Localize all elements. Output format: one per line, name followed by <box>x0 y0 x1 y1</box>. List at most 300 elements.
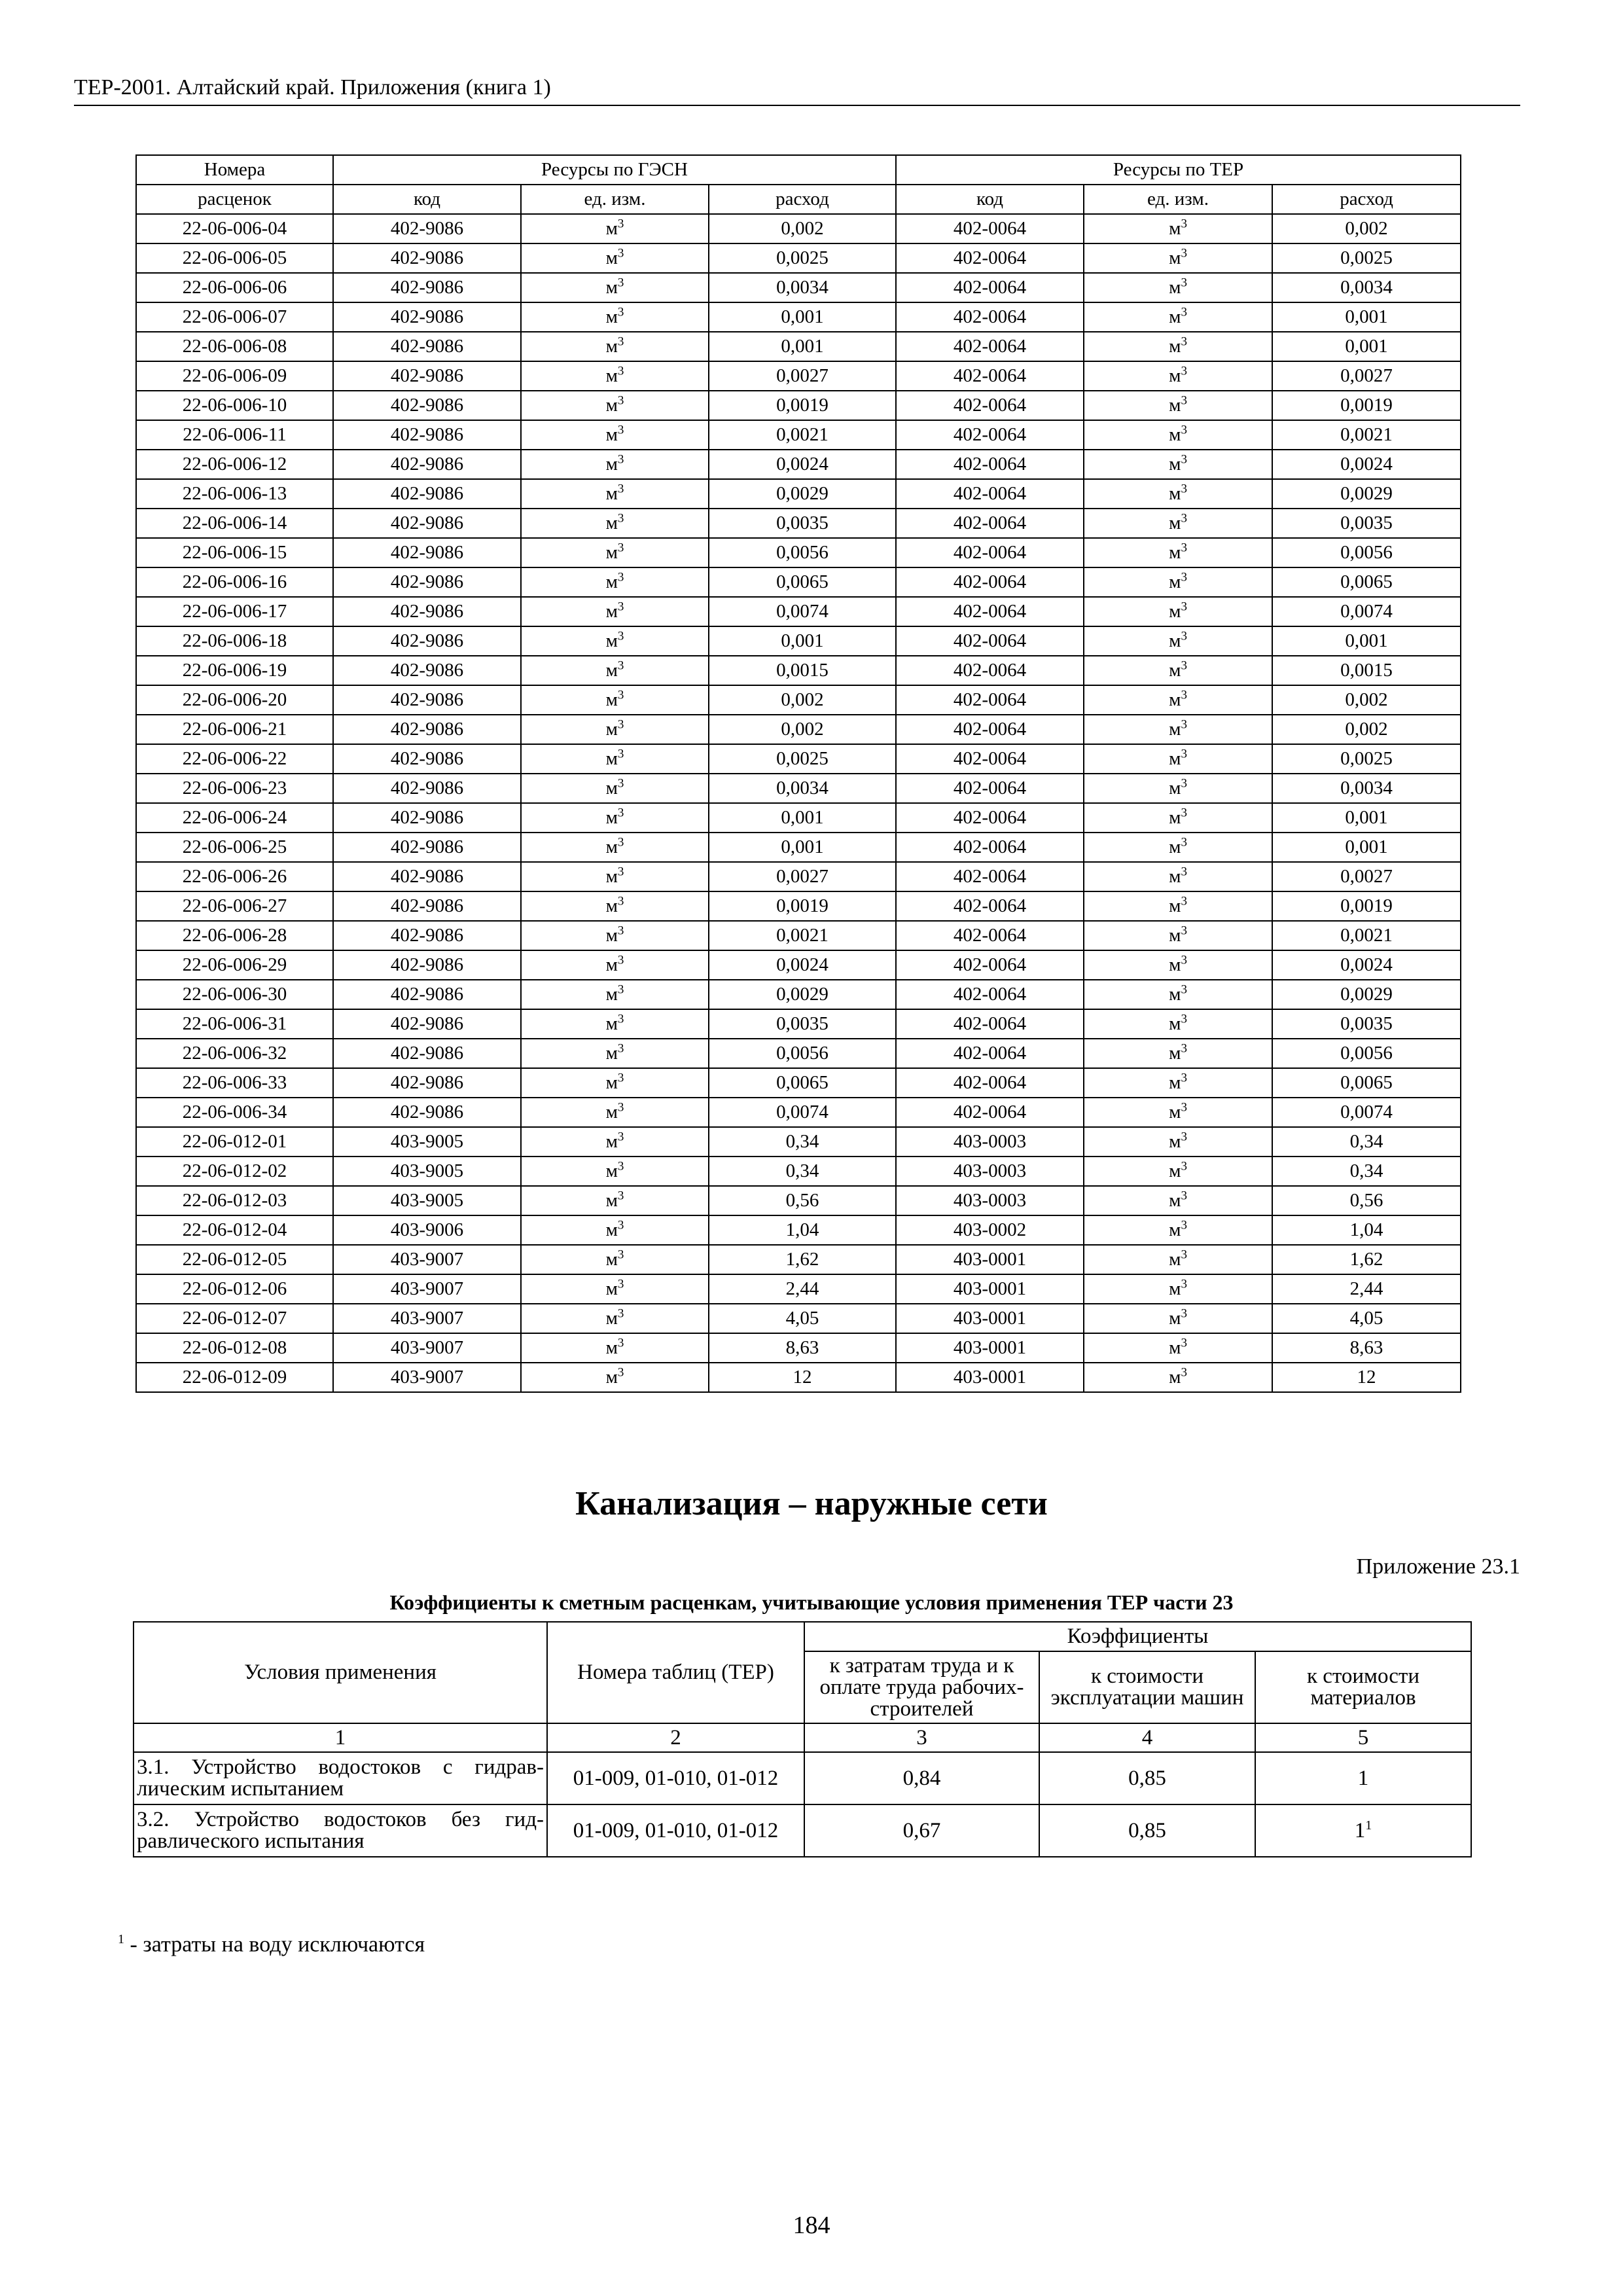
rate-number-cell: 22-06-006-26 <box>136 862 333 891</box>
page-header: ТЕР-2001. Алтайский край. Приложения (книга 1) <box>74 73 1520 106</box>
ter-consumption-cell: 0,001 <box>1272 803 1461 833</box>
gesn-code-cell: 402-9086 <box>333 833 521 862</box>
resources-table-body <box>136 214 1461 1392</box>
ter-unit-cell <box>1084 715 1272 744</box>
unit-base: м <box>1169 778 1181 798</box>
gesn-code-cell: 402-9086 <box>333 980 521 1009</box>
ter-code-cell: 402-0064 <box>896 567 1084 597</box>
gesn-unit-cell <box>521 361 709 391</box>
rate-number-cell: 22-06-006-30 <box>136 980 333 1009</box>
gesn-unit-cell <box>521 567 709 597</box>
unit-base: м <box>605 1337 618 1358</box>
gesn-code-cell: 403-9005 <box>333 1127 521 1157</box>
ter-consumption-cell: 0,0027 <box>1272 361 1461 391</box>
gesn-code-cell: 402-9086 <box>333 1068 521 1098</box>
unit-base: м <box>1169 1190 1181 1211</box>
ter-consumption-cell: 0,002 <box>1272 685 1461 715</box>
ter-consumption-cell: 8,63 <box>1272 1333 1461 1363</box>
rate-number-cell: 22-06-012-07 <box>136 1304 333 1333</box>
gesn-consumption-cell: 0,0074 <box>709 1098 896 1127</box>
ter-consumption-cell: 0,001 <box>1272 833 1461 862</box>
ter-code-cell: 402-0064 <box>896 891 1084 921</box>
unit-exponent: 3 <box>1181 806 1187 820</box>
table-row <box>136 950 1461 980</box>
gesn-unit-cell <box>521 214 709 243</box>
unit-exponent: 3 <box>1181 776 1187 791</box>
ter-consumption-cell: 0,0021 <box>1272 921 1461 950</box>
rate-number-cell: 22-06-006-07 <box>136 302 333 332</box>
unit-exponent: 3 <box>1181 511 1187 526</box>
rate-number-cell: 22-06-006-08 <box>136 332 333 361</box>
table-row <box>136 479 1461 509</box>
gesn-consumption-cell: 0,0025 <box>709 243 896 273</box>
unit-base: м <box>1169 1102 1181 1122</box>
header-rates: расценок <box>136 185 333 214</box>
unit-base: м <box>605 306 618 327</box>
ter-consumption-cell: 1,04 <box>1272 1215 1461 1245</box>
header-table-numbers: Номера таблиц (ТЕР) <box>547 1622 804 1723</box>
gesn-code-cell: 403-9006 <box>333 1215 521 1245</box>
ter-unit-cell <box>1084 774 1272 803</box>
unit-exponent: 3 <box>617 688 624 702</box>
unit-base: м <box>1169 925 1181 946</box>
gesn-code-cell: 402-9086 <box>333 361 521 391</box>
ter-code-cell: 402-0064 <box>896 803 1084 833</box>
table-row <box>136 273 1461 302</box>
gesn-consumption-cell: 0,0065 <box>709 1068 896 1098</box>
unit-exponent: 3 <box>617 246 624 260</box>
gesn-consumption-cell: 4,05 <box>709 1304 896 1333</box>
rate-number-cell: 22-06-006-19 <box>136 656 333 685</box>
unit-exponent: 3 <box>1181 541 1187 555</box>
gesn-unit-cell <box>521 803 709 833</box>
unit-exponent: 3 <box>617 452 624 467</box>
ter-unit-cell <box>1084 1068 1272 1098</box>
unit-exponent: 3 <box>1181 953 1187 967</box>
ter-unit-cell <box>1084 450 1272 479</box>
ter-code-cell: 402-0064 <box>896 332 1084 361</box>
unit-exponent: 3 <box>617 835 624 850</box>
rate-number-cell: 22-06-006-04 <box>136 214 333 243</box>
gesn-consumption-cell: 0,0021 <box>709 420 896 450</box>
gesn-unit-cell <box>521 302 709 332</box>
unit-base: м <box>1169 277 1181 298</box>
unit-base: м <box>1169 689 1181 710</box>
materials-value: 1 <box>1354 1818 1366 1842</box>
column-number: 5 <box>1255 1723 1471 1752</box>
header-machines-coef: к стоимости эксплуатации машин <box>1039 1651 1255 1723</box>
ter-consumption-cell: 0,0065 <box>1272 1068 1461 1098</box>
unit-exponent: 3 <box>617 511 624 526</box>
condition-cell: 3.2. Устройство водостоков без гид-равлического испытания <box>134 1804 547 1857</box>
table-row <box>136 450 1461 479</box>
table-row <box>136 980 1461 1009</box>
unit-base: м <box>1169 336 1181 357</box>
ter-code-cell: 402-0064 <box>896 479 1084 509</box>
table-row <box>136 1304 1461 1333</box>
rate-number-cell: 22-06-006-22 <box>136 744 333 774</box>
materials-value: 1 <box>1357 1766 1369 1790</box>
unit-exponent: 3 <box>1181 1277 1187 1291</box>
materials-coef-cell <box>1255 1752 1471 1804</box>
table-row <box>136 1068 1461 1098</box>
unit-base: м <box>605 218 618 239</box>
unit-exponent: 3 <box>1181 894 1187 908</box>
unit-base: м <box>1169 218 1181 239</box>
ter-unit-cell <box>1084 685 1272 715</box>
gesn-code-cell: 402-9086 <box>333 273 521 302</box>
rate-number-cell: 22-06-006-17 <box>136 597 333 626</box>
ter-code-cell: 402-0064 <box>896 302 1084 332</box>
unit-exponent: 3 <box>617 1130 624 1144</box>
gesn-unit-cell <box>521 1274 709 1304</box>
gesn-consumption-cell: 0,0029 <box>709 479 896 509</box>
rate-number-cell: 22-06-006-12 <box>136 450 333 479</box>
gesn-unit-cell <box>521 1333 709 1363</box>
unit-exponent: 3 <box>617 600 624 614</box>
gesn-code-cell: 403-9005 <box>333 1186 521 1215</box>
rate-number-cell: 22-06-006-27 <box>136 891 333 921</box>
unit-base: м <box>605 277 618 298</box>
rate-number-cell: 22-06-006-05 <box>136 243 333 273</box>
unit-base: м <box>605 748 618 769</box>
ter-code-cell: 402-0064 <box>896 626 1084 656</box>
gesn-unit-cell <box>521 774 709 803</box>
ter-consumption-cell: 0,34 <box>1272 1127 1461 1157</box>
table-row <box>134 1752 1471 1804</box>
unit-base: м <box>605 778 618 798</box>
unit-exponent: 3 <box>617 570 624 584</box>
ter-unit-cell <box>1084 214 1272 243</box>
ter-consumption-cell: 0,0074 <box>1272 597 1461 626</box>
labor-coef-cell: 0,84 <box>804 1752 1039 1804</box>
table-row <box>136 509 1461 538</box>
unit-exponent: 3 <box>617 806 624 820</box>
gesn-unit-cell <box>521 1157 709 1186</box>
unit-base: м <box>605 336 618 357</box>
gesn-code-cell: 403-9007 <box>333 1304 521 1333</box>
rate-number-cell: 22-06-006-09 <box>136 361 333 391</box>
gesn-unit-cell <box>521 243 709 273</box>
unit-exponent: 3 <box>617 1100 624 1115</box>
unit-exponent: 3 <box>1181 276 1187 290</box>
rate-number-cell: 22-06-006-11 <box>136 420 333 450</box>
unit-base: м <box>1169 748 1181 769</box>
ter-unit-cell <box>1084 891 1272 921</box>
unit-base: м <box>1169 571 1181 592</box>
unit-exponent: 3 <box>1181 305 1187 319</box>
footnote-text: - затраты на воду исключаются <box>124 1932 425 1957</box>
unit-base: м <box>605 719 618 740</box>
gesn-consumption-cell: 0,0025 <box>709 744 896 774</box>
ter-code-cell: 402-0064 <box>896 774 1084 803</box>
ter-consumption-cell: 0,002 <box>1272 715 1461 744</box>
gesn-consumption-cell: 0,002 <box>709 685 896 715</box>
ter-consumption-cell: 0,001 <box>1272 332 1461 361</box>
unit-exponent: 3 <box>617 364 624 378</box>
ter-unit-cell <box>1084 980 1272 1009</box>
ter-code-cell: 402-0064 <box>896 597 1084 626</box>
unit-base: м <box>1169 365 1181 386</box>
ter-consumption-cell: 0,0074 <box>1272 1098 1461 1127</box>
unit-base: м <box>1169 895 1181 916</box>
table-row <box>136 1215 1461 1245</box>
unit-base: м <box>605 660 618 681</box>
unit-exponent: 3 <box>1181 1159 1187 1174</box>
ter-code-cell: 402-0064 <box>896 1009 1084 1039</box>
ter-code-cell: 402-0064 <box>896 1068 1084 1098</box>
unit-exponent: 3 <box>617 865 624 879</box>
ter-consumption-cell: 0,0035 <box>1272 1009 1461 1039</box>
gesn-code-cell: 403-9007 <box>333 1363 521 1392</box>
rate-number-cell: 22-06-006-20 <box>136 685 333 715</box>
gesn-unit-cell <box>521 273 709 302</box>
gesn-code-cell: 403-9007 <box>333 1245 521 1274</box>
unit-exponent: 3 <box>1181 982 1187 997</box>
ter-consumption-cell: 0,0029 <box>1272 980 1461 1009</box>
unit-exponent: 3 <box>1181 1100 1187 1115</box>
unit-base: м <box>605 866 618 887</box>
ter-code-cell: 403-0001 <box>896 1304 1084 1333</box>
ter-consumption-cell: 12 <box>1272 1363 1461 1392</box>
unit-exponent: 3 <box>1181 1218 1187 1232</box>
table-caption: Коэффициенты к сметным расценкам, учитывающие условия применения ТЕР части 23 <box>389 1590 1234 1614</box>
gesn-consumption-cell: 0,0065 <box>709 567 896 597</box>
unit-base: м <box>605 1072 618 1093</box>
page-number: 184 <box>793 2212 830 2239</box>
rate-number-cell: 22-06-012-09 <box>136 1363 333 1392</box>
gesn-consumption-cell: 0,34 <box>709 1127 896 1157</box>
gesn-unit-cell <box>521 950 709 980</box>
unit-exponent: 3 <box>617 953 624 967</box>
unit-exponent: 3 <box>1181 658 1187 673</box>
table-row <box>136 597 1461 626</box>
rate-number-cell: 22-06-012-03 <box>136 1186 333 1215</box>
rate-number-cell: 22-06-012-04 <box>136 1215 333 1245</box>
gesn-code-cell: 402-9086 <box>333 1098 521 1127</box>
ter-code-cell: 403-0002 <box>896 1215 1084 1245</box>
gesn-unit-cell <box>521 420 709 450</box>
table-row <box>136 1157 1461 1186</box>
ter-unit-cell <box>1084 744 1272 774</box>
table-row <box>136 833 1461 862</box>
rate-number-cell: 22-06-006-24 <box>136 803 333 833</box>
ter-consumption-cell: 0,0034 <box>1272 273 1461 302</box>
ter-unit-cell <box>1084 1186 1272 1215</box>
unit-exponent: 3 <box>617 541 624 555</box>
table-row <box>136 243 1461 273</box>
ter-consumption-cell: 0,0021 <box>1272 420 1461 450</box>
ter-code-cell: 402-0064 <box>896 391 1084 420</box>
unit-base: м <box>605 512 618 533</box>
ter-code-cell: 402-0064 <box>896 509 1084 538</box>
table-row <box>136 1098 1461 1127</box>
table-numbers-cell: 01-009, 01-010, 01-012 <box>547 1804 804 1857</box>
unit-exponent: 3 <box>1181 393 1187 408</box>
gesn-consumption-cell: 0,0074 <box>709 597 896 626</box>
unit-base: м <box>605 1013 618 1034</box>
unit-base: м <box>605 454 618 475</box>
ter-code-cell: 402-0064 <box>896 862 1084 891</box>
unit-exponent: 3 <box>617 924 624 938</box>
table-row <box>136 1274 1461 1304</box>
unit-exponent: 3 <box>617 334 624 349</box>
ter-consumption-cell: 0,0056 <box>1272 538 1461 567</box>
ter-unit-cell <box>1084 1098 1272 1127</box>
unit-exponent: 3 <box>617 1336 624 1350</box>
table-numbers-cell: 01-009, 01-010, 01-012 <box>547 1752 804 1804</box>
gesn-consumption-cell: 0,0056 <box>709 538 896 567</box>
gesn-consumption-cell: 0,001 <box>709 302 896 332</box>
unit-exponent: 3 <box>617 423 624 437</box>
unit-base: м <box>605 1308 618 1329</box>
gesn-unit-cell <box>521 1009 709 1039</box>
ter-unit-cell <box>1084 1304 1272 1333</box>
unit-exponent: 3 <box>1181 1130 1187 1144</box>
gesn-code-cell: 402-9086 <box>333 567 521 597</box>
rate-number-cell: 22-06-006-14 <box>136 509 333 538</box>
unit-exponent: 3 <box>617 276 624 290</box>
unit-base: м <box>1169 512 1181 533</box>
header-materials-coef: к стоимости материалов <box>1255 1651 1471 1723</box>
ter-code-cell: 402-0064 <box>896 214 1084 243</box>
ter-consumption-cell: 0,0035 <box>1272 509 1461 538</box>
ter-unit-cell <box>1084 833 1272 862</box>
unit-exponent: 3 <box>1181 452 1187 467</box>
labor-coef-cell: 0,67 <box>804 1804 1039 1857</box>
unit-base: м <box>605 1367 618 1388</box>
table-row <box>136 1333 1461 1363</box>
ter-unit-cell <box>1084 1363 1272 1392</box>
gesn-unit-cell <box>521 1363 709 1392</box>
ter-code-cell: 402-0064 <box>896 980 1084 1009</box>
table-row <box>136 302 1461 332</box>
unit-base: м <box>1169 1367 1181 1388</box>
unit-base: м <box>605 1102 618 1122</box>
footnote-mark: 1 <box>1365 1818 1372 1833</box>
unit-base: м <box>605 807 618 828</box>
ter-code-cell: 403-0001 <box>896 1333 1084 1363</box>
gesn-consumption-cell: 0,0035 <box>709 509 896 538</box>
table-row <box>136 656 1461 685</box>
ter-unit-cell <box>1084 1039 1272 1068</box>
unit-exponent: 3 <box>617 1012 624 1026</box>
gesn-consumption-cell: 0,0035 <box>709 1009 896 1039</box>
unit-exponent: 3 <box>617 747 624 761</box>
footnote <box>118 1932 425 1957</box>
header-coefficients: Коэффициенты <box>804 1622 1471 1651</box>
machines-coef-cell: 0,85 <box>1039 1804 1255 1857</box>
gesn-code-cell: 403-9005 <box>333 1157 521 1186</box>
unit-base: м <box>605 1278 618 1299</box>
unit-base: м <box>605 1043 618 1064</box>
ter-code-cell: 402-0064 <box>896 921 1084 950</box>
column-number: 2 <box>547 1723 804 1752</box>
gesn-code-cell: 402-9086 <box>333 950 521 980</box>
gesn-consumption-cell: 0,001 <box>709 332 896 361</box>
unit-exponent: 3 <box>1181 482 1187 496</box>
gesn-code-cell: 402-9086 <box>333 479 521 509</box>
gesn-unit-cell <box>521 921 709 950</box>
unit-exponent: 3 <box>617 894 624 908</box>
ter-consumption-cell: 0,002 <box>1272 214 1461 243</box>
unit-exponent: 3 <box>617 717 624 732</box>
unit-base: м <box>1169 395 1181 416</box>
gesn-code-cell: 402-9086 <box>333 685 521 715</box>
table-row <box>136 361 1461 391</box>
gesn-consumption-cell: 0,0027 <box>709 361 896 391</box>
ter-unit-cell <box>1084 1274 1272 1304</box>
header-ter-resources: Ресурсы по ТЕР <box>896 155 1461 185</box>
unit-exponent: 3 <box>617 1189 624 1203</box>
unit-base: м <box>1169 1249 1181 1270</box>
gesn-code-cell: 402-9086 <box>333 214 521 243</box>
unit-exponent: 3 <box>1181 1012 1187 1026</box>
rate-number-cell: 22-06-006-21 <box>136 715 333 744</box>
ter-consumption-cell: 0,0019 <box>1272 891 1461 921</box>
table-row <box>136 391 1461 420</box>
resources-table <box>135 154 1461 1393</box>
ter-code-cell: 402-0064 <box>896 685 1084 715</box>
rate-number-cell: 22-06-012-06 <box>136 1274 333 1304</box>
unit-base: м <box>605 1160 618 1181</box>
table-row <box>136 332 1461 361</box>
gesn-consumption-cell: 0,001 <box>709 626 896 656</box>
ter-code-cell: 402-0064 <box>896 361 1084 391</box>
ter-code-cell: 402-0064 <box>896 1098 1084 1127</box>
ter-consumption-cell: 0,0025 <box>1272 744 1461 774</box>
gesn-consumption-cell: 0,001 <box>709 833 896 862</box>
ter-unit-cell <box>1084 538 1272 567</box>
unit-exponent: 3 <box>1181 1071 1187 1085</box>
gesn-unit-cell <box>521 980 709 1009</box>
gesn-consumption-cell: 0,0015 <box>709 656 896 685</box>
unit-base: м <box>605 542 618 563</box>
table-row <box>136 1039 1461 1068</box>
rate-number-cell: 22-06-006-29 <box>136 950 333 980</box>
unit-base: м <box>605 1219 618 1240</box>
ter-consumption-cell: 0,0024 <box>1272 950 1461 980</box>
unit-base: м <box>1169 1278 1181 1299</box>
gesn-code-cell: 402-9086 <box>333 1009 521 1039</box>
unit-base: м <box>1169 1072 1181 1093</box>
ter-code-cell: 402-0064 <box>896 273 1084 302</box>
header-gesn-unit: ед. изм. <box>521 185 709 214</box>
gesn-unit-cell <box>521 1068 709 1098</box>
gesn-unit-cell <box>521 656 709 685</box>
ter-code-cell: 402-0064 <box>896 656 1084 685</box>
unit-base: м <box>1169 601 1181 622</box>
table-row <box>136 1363 1461 1392</box>
gesn-unit-cell <box>521 1245 709 1274</box>
unit-base: м <box>1169 807 1181 828</box>
header-labor-coef: к затратам труда и к оплате труда рабочих-строителей <box>804 1651 1039 1723</box>
machines-coef-cell: 0,85 <box>1039 1752 1255 1804</box>
ter-code-cell: 402-0064 <box>896 450 1084 479</box>
gesn-unit-cell <box>521 862 709 891</box>
unit-exponent: 3 <box>617 305 624 319</box>
coefficients-table <box>133 1621 1472 1857</box>
table-row <box>136 420 1461 450</box>
unit-exponent: 3 <box>617 658 624 673</box>
unit-base: м <box>1169 660 1181 681</box>
gesn-code-cell: 402-9086 <box>333 597 521 626</box>
ter-unit-cell <box>1084 803 1272 833</box>
ter-unit-cell <box>1084 626 1272 656</box>
gesn-consumption-cell: 0,0019 <box>709 891 896 921</box>
unit-exponent: 3 <box>617 1365 624 1380</box>
gesn-code-cell: 402-9086 <box>333 803 521 833</box>
